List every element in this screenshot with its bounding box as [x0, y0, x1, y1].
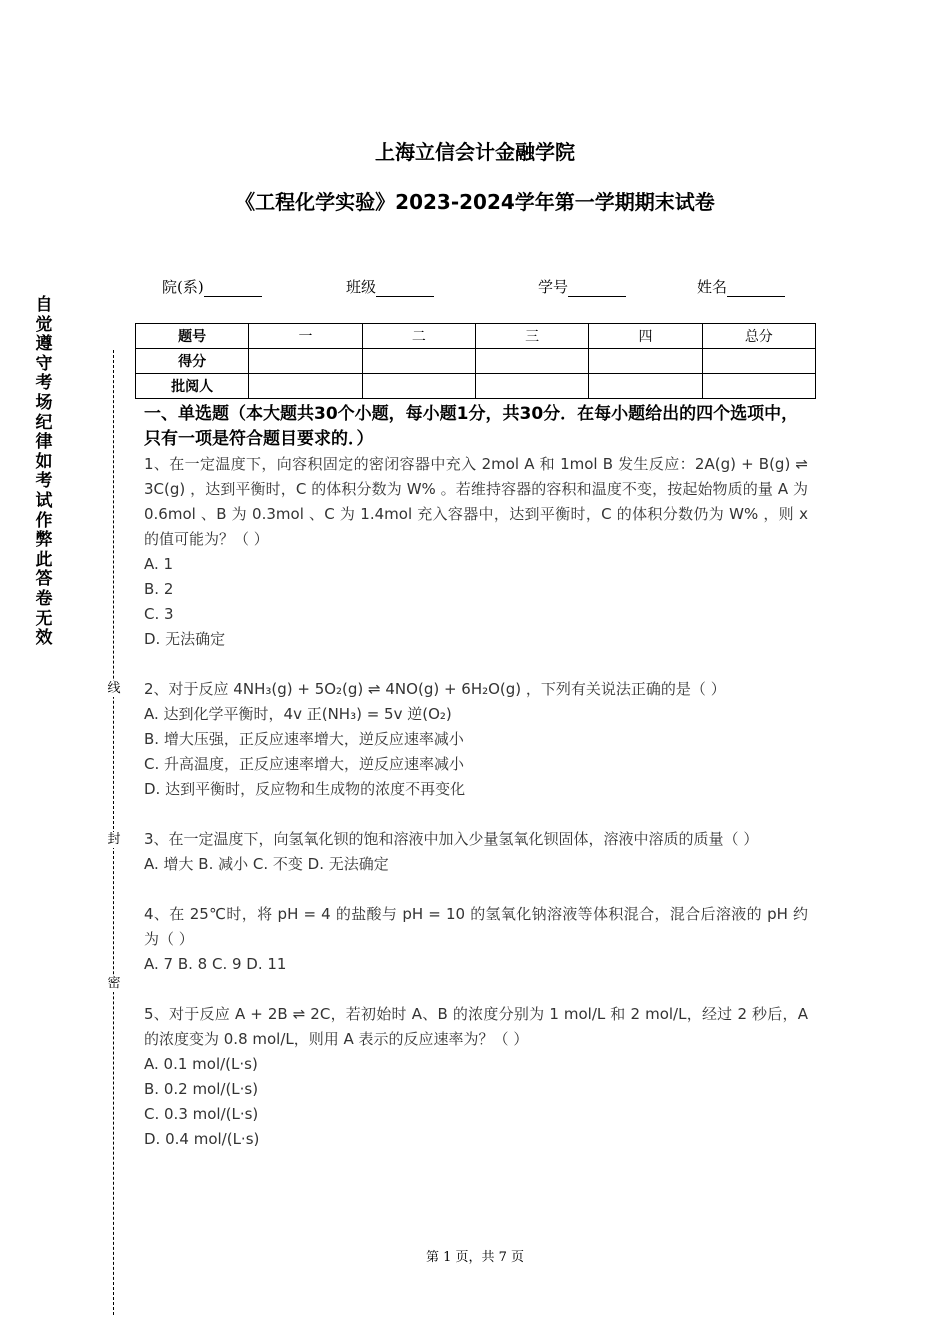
table-cell[interactable] — [589, 374, 702, 399]
question-text: 2、对于反应 4NH₃(g) + 5O₂(g) ⇌ 4NO(g) + 6H₂O(g) ，下列有关说法正确的是（ ） — [144, 680, 726, 698]
table-cell[interactable] — [475, 374, 588, 399]
question-3 — [144, 827, 808, 877]
option[interactable]: B. 0.2 mol/(L·s) — [144, 1080, 259, 1098]
question-1 — [144, 452, 808, 652]
info-field-class — [346, 276, 434, 297]
info-label: 院(系) — [162, 278, 204, 296]
table-header-cell: 四 — [589, 324, 702, 349]
info-blank[interactable] — [204, 281, 262, 297]
table-row-label: 批阅人 — [136, 374, 249, 399]
exam-title: 《工程化学实验》2023-2024学年第一学期期末试卷 — [235, 190, 715, 214]
info-label: 姓名 — [697, 278, 728, 296]
option[interactable]: A. 达到化学平衡时，4v 正(NH₃) = 5v 逆(O₂) — [144, 705, 452, 723]
table-cell[interactable] — [589, 349, 702, 374]
score-table-row — [136, 349, 816, 374]
table-header-cell: 三 — [475, 324, 588, 349]
question-4 — [144, 902, 808, 977]
table-cell[interactable] — [249, 349, 362, 374]
option[interactable]: C. 0.3 mol/(L·s) — [144, 1105, 259, 1123]
table-cell[interactable] — [362, 374, 475, 399]
option[interactable]: D. 无法确定 — [144, 630, 226, 648]
question-5 — [144, 1002, 808, 1152]
table-header-cell: 一 — [249, 324, 362, 349]
option[interactable]: D. 达到平衡时，反应物和生成物的浓度不再变化 — [144, 780, 466, 798]
seal-mark-seal: 封 — [105, 832, 123, 848]
option[interactable]: B. 增大压强，正反应速率增大，逆反应速率减小 — [144, 730, 464, 748]
info-field-student-id — [538, 276, 626, 297]
table-cell[interactable] — [362, 349, 475, 374]
info-label: 班级 — [346, 278, 377, 296]
option[interactable]: A. 7 B. 8 C. 9 D. 11 — [144, 955, 287, 973]
info-label: 学号 — [538, 278, 569, 296]
question-text: 5、对于反应 A + 2B ⇌ 2C，若初始时 A、B 的浓度分别为 1 mol/L 和 2 mol/L，经过 2 秒后，A 的浓度变为 0.8 mol/L，则用 A 表示的反应速率为？（ ） — [144, 1005, 808, 1048]
option[interactable]: A. 增大 B. 减小 C. 不变 D. 无法确定 — [144, 855, 389, 873]
option[interactable]: B. 2 — [144, 580, 174, 598]
info-field-department — [162, 276, 262, 297]
student-info-row — [0, 276, 950, 298]
question-2 — [144, 677, 808, 802]
info-field-name — [697, 276, 785, 297]
table-header-cell: 总分 — [702, 324, 815, 349]
question-text: 1、在一定温度下，向容积固定的密闭容器中充入 2mol A 和 1mol B 发生反应：2A(g) + B(g) ⇌ 3C(g) ，达到平衡时，C 的体积分数为 W% 。若维持容器的容积和温度不变，按起始物质的量 A 为 0.6mol 、B 为 0.3mol 、C 为 1.4mol 充入容器中，达到平衡时，C 的体积分数仍为 W% ，则 x 的值可能为？（ ） — [144, 455, 808, 548]
seal-mark-secret: 密 — [105, 976, 123, 992]
score-table-header-row — [136, 324, 816, 349]
info-blank[interactable] — [727, 281, 785, 297]
section-title: 一、单选题（本大题共30个小题，每小题1分，共30分．在每小题给出的四个选项中，只有一项是符合题目要求的．） — [144, 404, 799, 449]
table-cell[interactable] — [702, 349, 815, 374]
question-text: 3、在一定温度下，向氢氧化钡的饱和溶液中加入少量氢氧化钡固体，溶液中溶质的质量（ ） — [144, 830, 759, 848]
info-blank[interactable] — [568, 281, 626, 297]
option[interactable]: A. 0.1 mol/(L·s) — [144, 1055, 258, 1073]
score-table — [135, 323, 816, 399]
table-cell[interactable] — [702, 374, 815, 399]
info-blank[interactable] — [376, 281, 434, 297]
page-footer: 第 1 页，共 7 页 — [425, 1250, 525, 1265]
side-notice: 自觉遵守考场纪律如考试作弊此答卷无效 — [35, 295, 53, 649]
table-row-label: 得分 — [136, 349, 249, 374]
table-cell[interactable] — [249, 374, 362, 399]
option[interactable]: C. 3 — [144, 605, 174, 623]
table-header-cell: 二 — [362, 324, 475, 349]
option[interactable]: A. 1 — [144, 555, 174, 573]
score-table-row — [136, 374, 816, 399]
table-header-cell: 题号 — [136, 324, 249, 349]
question-text: 4、在 25℃时，将 pH = 4 的盐酸与 pH = 10 的氢氧化钠溶液等体积混合，混合后溶液的 pH 约为（ ） — [144, 905, 808, 948]
seal-mark-line: 线 — [105, 681, 123, 697]
option[interactable]: D. 0.4 mol/(L·s) — [144, 1130, 260, 1148]
table-cell[interactable] — [475, 349, 588, 374]
questions-list — [144, 452, 808, 1152]
school-name: 上海立信会计金融学院 — [375, 140, 575, 164]
option[interactable]: C. 升高温度，正反应速率增大，逆反应速率减小 — [144, 755, 465, 773]
